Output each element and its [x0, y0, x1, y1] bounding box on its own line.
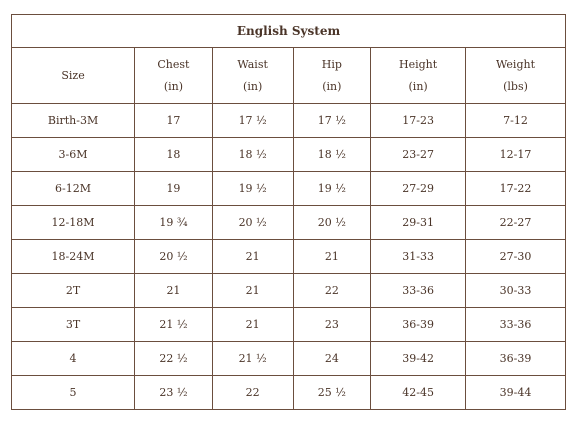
cell-size: 3-6M [12, 138, 135, 172]
cell-waist: 20 ½ [212, 206, 293, 240]
cell-height: 36-39 [371, 308, 466, 342]
cell-size: 6-12M [12, 172, 135, 206]
header-hip-unit: (in) [322, 79, 342, 93]
header-size-label: Size [61, 68, 85, 82]
header-height-label: Height [399, 57, 438, 71]
cell-hip: 21 [293, 240, 371, 274]
cell-size: 3T [12, 308, 135, 342]
table-title: English System [12, 15, 566, 48]
cell-hip: 22 [293, 274, 371, 308]
cell-weight: 30-33 [466, 274, 566, 308]
header-height [371, 48, 466, 104]
header-waist [212, 48, 293, 104]
cell-height: 42-45 [371, 376, 466, 410]
header-waist-label: Waist [237, 57, 268, 71]
cell-height: 33-36 [371, 274, 466, 308]
table-row [12, 376, 566, 410]
cell-chest: 20 ½ [135, 240, 213, 274]
cell-hip: 17 ½ [293, 104, 371, 138]
cell-chest: 19 [135, 172, 213, 206]
header-size [12, 48, 135, 104]
cell-weight: 7-12 [466, 104, 566, 138]
cell-waist: 21 [212, 240, 293, 274]
table-row [12, 138, 566, 172]
cell-hip: 18 ½ [293, 138, 371, 172]
cell-weight: 27-30 [466, 240, 566, 274]
cell-size: 18-24M [12, 240, 135, 274]
header-weight-label: Weight [496, 57, 535, 71]
cell-size: 2T [12, 274, 135, 308]
table-row [12, 206, 566, 240]
cell-height: 23-27 [371, 138, 466, 172]
cell-size: 5 [12, 376, 135, 410]
table-row [12, 172, 566, 206]
cell-hip: 24 [293, 342, 371, 376]
cell-size: 12-18M [12, 206, 135, 240]
table-row [12, 240, 566, 274]
cell-chest: 21 ½ [135, 308, 213, 342]
table-title-row [12, 15, 566, 48]
cell-waist: 19 ½ [212, 172, 293, 206]
table-row [12, 104, 566, 138]
header-chest-unit: (in) [163, 79, 184, 93]
header-chest-label: Chest [157, 57, 190, 71]
cell-chest: 23 ½ [135, 376, 213, 410]
cell-waist: 18 ½ [212, 138, 293, 172]
cell-hip: 23 [293, 308, 371, 342]
cell-weight: 36-39 [466, 342, 566, 376]
size-chart-table [11, 14, 566, 410]
cell-chest: 21 [135, 274, 213, 308]
cell-hip: 25 ½ [293, 376, 371, 410]
cell-height: 29-31 [371, 206, 466, 240]
cell-hip: 19 ½ [293, 172, 371, 206]
header-height-unit: (in) [408, 79, 428, 93]
cell-chest: 19 ¾ [135, 206, 213, 240]
table-row [12, 308, 566, 342]
cell-hip: 20 ½ [293, 206, 371, 240]
cell-weight: 39-44 [466, 376, 566, 410]
cell-height: 27-29 [371, 172, 466, 206]
cell-waist: 21 [212, 274, 293, 308]
header-weight [466, 48, 566, 104]
cell-waist: 17 ½ [212, 104, 293, 138]
cell-chest: 17 [135, 104, 213, 138]
table-header-row [12, 48, 566, 104]
table-row [12, 274, 566, 308]
header-chest [135, 48, 213, 104]
header-weight-unit: (lbs) [503, 79, 528, 93]
table-row [12, 342, 566, 376]
cell-waist: 22 [212, 376, 293, 410]
cell-chest: 18 [135, 138, 213, 172]
cell-height: 39-42 [371, 342, 466, 376]
cell-weight: 12-17 [466, 138, 566, 172]
cell-weight: 17-22 [466, 172, 566, 206]
cell-height: 17-23 [371, 104, 466, 138]
cell-chest: 22 ½ [135, 342, 213, 376]
cell-waist: 21 [212, 308, 293, 342]
cell-weight: 33-36 [466, 308, 566, 342]
header-hip-label: Hip [321, 57, 342, 71]
header-hip [293, 48, 371, 104]
cell-height: 31-33 [371, 240, 466, 274]
header-waist-unit: (in) [243, 79, 263, 93]
cell-size: 4 [12, 342, 135, 376]
cell-weight: 22-27 [466, 206, 566, 240]
cell-waist: 21 ½ [212, 342, 293, 376]
cell-size: Birth-3M [12, 104, 135, 138]
